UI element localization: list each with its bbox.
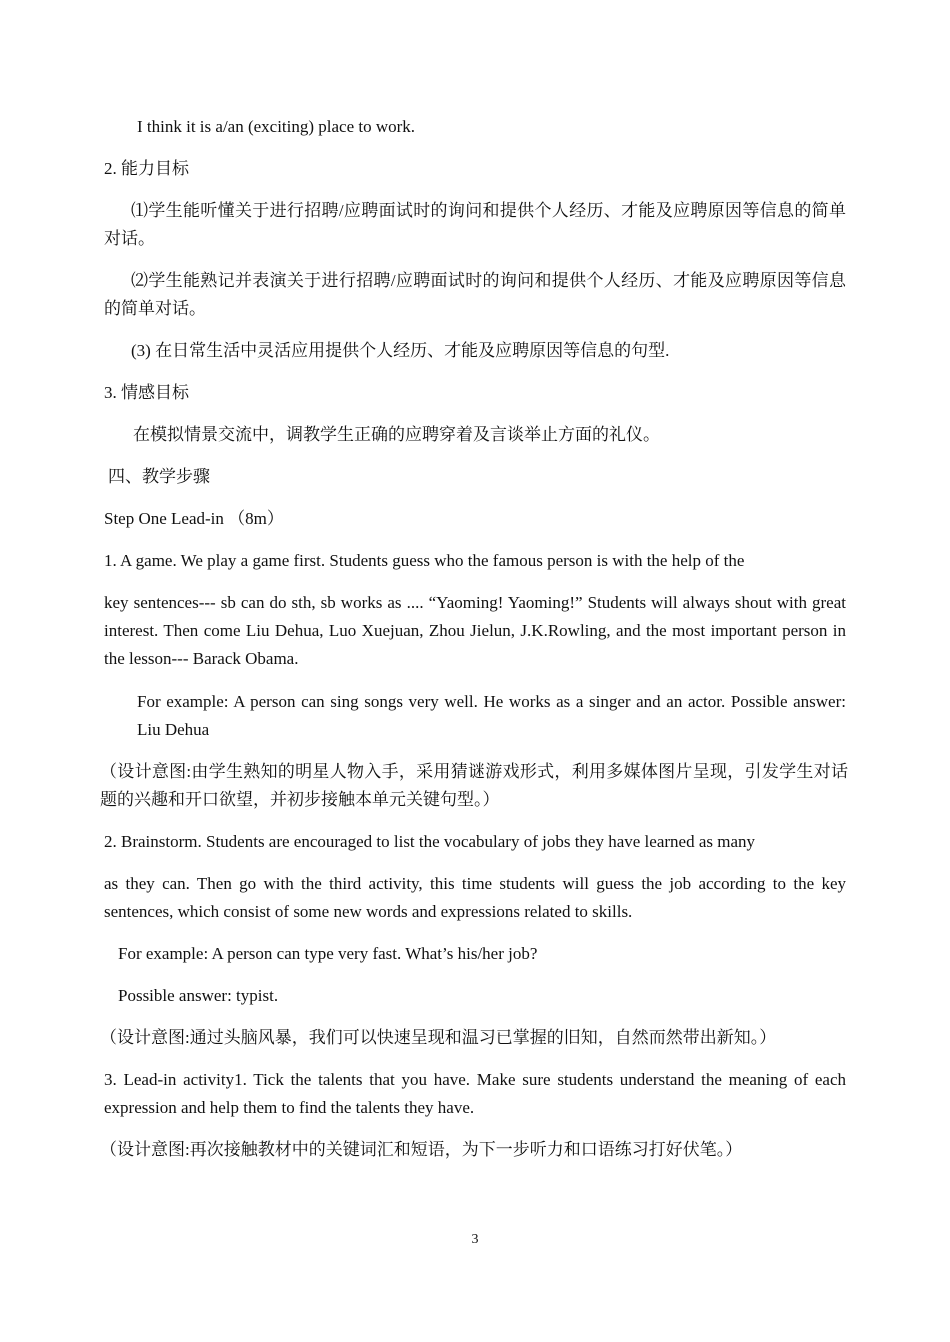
- page-number: 3: [471, 1232, 479, 1247]
- paragraph-design-intent-3: （设计意图:再次接触教材中的关键词汇和短语，为下一步听力和口语练习打好伏笔。）: [100, 1140, 743, 1159]
- paragraph-ability-2: ⑵学生能熟记并表演关于进行招聘/应聘面试时的询问和提供个人经历、才能及应聘原因等信息的简单对话。: [104, 271, 846, 318]
- paragraph-game-2: key sentences--- sb can do sth, sb works as .... “Yaoming! Yaoming!” Students will always shout with great interest. Then come Liu Dehua, Luo Xuejuan, Zhou Jielun, J.K.Rowling, and the most important person in the lesson--- Barack Obama.: [104, 593, 846, 668]
- heading-step-one: Step One Lead-in （8m）: [104, 509, 284, 528]
- paragraph-ability-1: ⑴学生能听懂关于进行招聘/应聘面试时的询问和提供个人经历、才能及应聘原因等信息的简单对话。: [104, 201, 846, 248]
- paragraph-brainstorm-1: 2. Brainstorm. Students are encouraged to list the vocabulary of jobs they have learned as many: [104, 832, 756, 851]
- paragraph-design-intent-1: （设计意图:由学生熟知的明星人物入手，采用猜谜游戏形式，利用多媒体图片呈现，引发学生对话题的兴趣和开口欲望，并初步接触本单元关键句型。）: [100, 762, 848, 809]
- paragraph-lead-in-activity: 3. Lead-in activity1. Tick the talents that you have. Make sure students understand the meaning of each expression and help them to find the talents they have.: [104, 1070, 846, 1117]
- paragraph-example-sentence: I think it is a/an (exciting) place to work.: [137, 117, 416, 136]
- heading-ability-goals: 2. 能力目标: [104, 159, 189, 178]
- heading-teaching-steps: 四、教学步骤: [108, 467, 210, 486]
- paragraph-ability-3: (3) 在日常生活中灵活应用提供个人经历、才能及应聘原因等信息的句型.: [131, 341, 670, 360]
- paragraph-brainstorm-2: as they can. Then go with the third activity, this time students will guess the job according to the key sentences, which consist of some new words and expressions related to skills.: [104, 874, 846, 921]
- paragraph-game-example: For example: A person can sing songs very well. He works as a singer and an actor. Possible answer: Liu Dehua: [137, 692, 846, 739]
- paragraph-design-intent-2: （设计意图:通过头脑风暴，我们可以快速呈现和温习已掌握的旧知，自然而然带出新知。）: [100, 1028, 777, 1047]
- paragraph-brainstorm-answer: Possible answer: typist.: [118, 986, 279, 1005]
- heading-emotional-goals: 3. 情感目标: [104, 383, 189, 402]
- paragraph-brainstorm-example: For example: A person can type very fast. What’s his/her job?: [118, 944, 538, 963]
- paragraph-emotional: 在模拟情景交流中，调教学生正确的应聘穿着及言谈举止方面的礼仪。: [133, 425, 660, 444]
- paragraph-game-1: 1. A game. We play a game first. Students guess who the famous person is with the help of the: [104, 551, 745, 570]
